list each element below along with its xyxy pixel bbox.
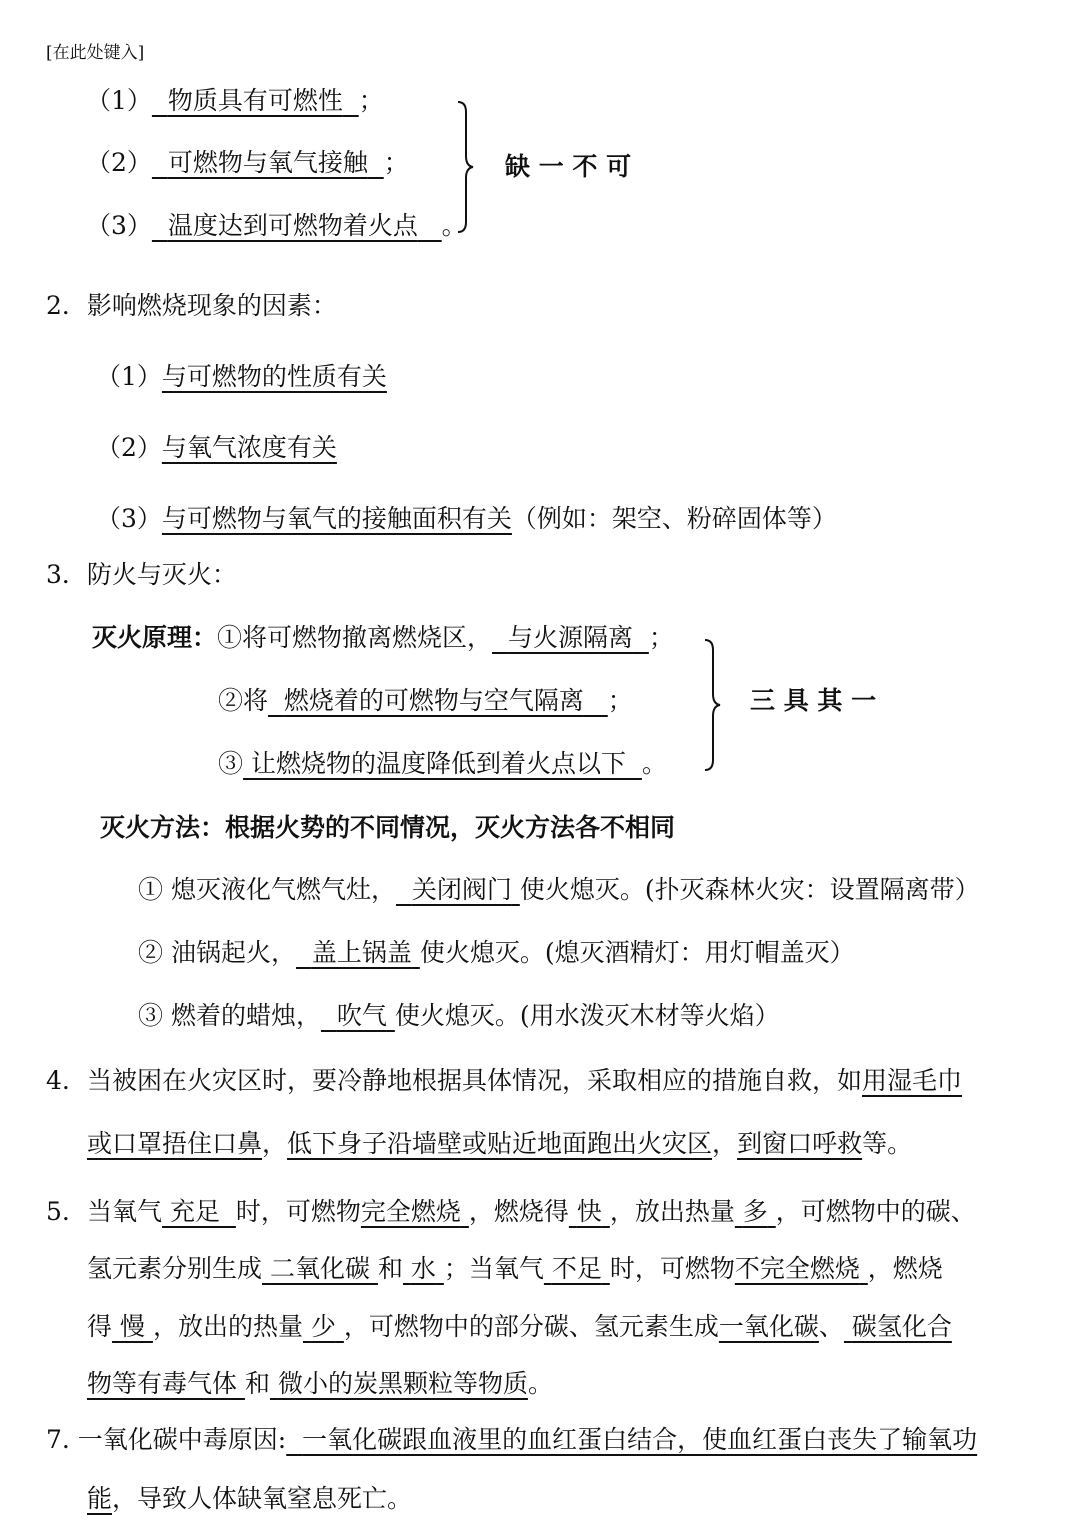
principle-1-end: ； (648, 623, 674, 652)
section-4-blank-3: 到窗口呼救 (737, 1129, 863, 1158)
section-4-blank-2: 低下身子沿墙壁或贴近地面跑出火灾区 (287, 1129, 713, 1158)
blank-co: 一氧化碳 (718, 1312, 819, 1341)
condition-1-end: ； (358, 86, 384, 115)
factor-3-prefix: （3） (96, 504, 162, 533)
section-5-line-2: 氢元素分别生成 二氧化碳 和 水 ；当氧气 不足 时，可燃物不完全燃烧 ，燃烧 (87, 1254, 943, 1283)
right-brace-icon (703, 638, 721, 772)
method-title: 灭火方法：根据火势的不同情况，灭火方法各不相同 (100, 813, 676, 842)
method-3-prefix: ③ 燃着的蜡烛， (138, 1001, 321, 1030)
principle-2-blank: 燃烧着的可燃物与空气隔离 (283, 686, 584, 715)
blank-sufficient: 充足 (169, 1197, 220, 1226)
section-7-blank: 一氧化碳跟血液里的血红蛋白结合，使血红蛋白丧失了输氧功 (302, 1425, 978, 1454)
section-4-comma-1: ， (262, 1129, 288, 1158)
method-2-suffix: 使火熄灭。(熄灭酒精灯：用灯帽盖灭） (419, 938, 855, 967)
section-4-line-1 (87, 1068, 962, 1093)
condition-2-end: ； (383, 148, 409, 177)
condition-3-prefix: （3） (86, 211, 152, 240)
blank-slow: 慢 (119, 1312, 145, 1341)
principle-1-blank: 与火源隔离 (507, 623, 633, 652)
blank-toxic-gas: 物等有毒气体 (87, 1369, 238, 1398)
principle-2 (218, 688, 633, 713)
section-5-number: 5. (46, 1197, 70, 1226)
section-5-line-1: 当氧气 充足 时，可燃物完全燃烧 ，燃烧得 快 ，放出热量 多 ，可燃物中的碳、 (87, 1197, 976, 1226)
blank-complete-combustion: 完全燃烧 (360, 1197, 461, 1226)
section-7-line-2 (87, 1486, 412, 1511)
method-3-suffix: 使火熄灭。(用水泼灭木材等火焰） (394, 1001, 780, 1030)
factor-2-prefix: （2） (96, 433, 162, 462)
factor-2 (96, 435, 337, 460)
method-2 (138, 940, 855, 965)
right-brace-icon (456, 100, 474, 234)
section-7-blank-cont: 能 (87, 1484, 113, 1513)
blank-less: 少 (310, 1312, 336, 1341)
principle-3-blank: 让燃烧物的温度降低到着火点以下 (250, 749, 626, 778)
section-7-rest: ，导致人体缺氧窒息死亡。 (112, 1484, 413, 1513)
method-3-blank: 吹气 (336, 1001, 387, 1030)
blank-hydrocarbon: 碳氢化合 (851, 1312, 952, 1341)
method-1 (138, 877, 980, 902)
method-2-prefix: ② 油锅起火， (138, 938, 296, 967)
section-3-title: 3．防火与灭火： (46, 560, 237, 589)
condition-2 (86, 150, 409, 175)
brace-label-1: 缺 一 不 可 (505, 152, 632, 181)
section-4-blank-1b: 或口罩捂住口鼻 (87, 1129, 263, 1158)
condition-3-blank: 温度达到可燃物着火点 (167, 211, 418, 240)
factor-1-prefix: （1） (96, 362, 162, 391)
section-5-line-3: 得 慢 ，放出的热量 少 ，可燃物中的部分碳、氢元素生成一氧化碳、 碳氢化合 (87, 1312, 952, 1341)
method-1-blank: 关闭阀门 (411, 875, 512, 904)
section-4-number: 4. (46, 1066, 70, 1095)
principle-3-prefix: ③ (218, 749, 244, 778)
principle-2-end: ； (607, 686, 633, 715)
section-4-blank-1a: 用湿毛巾 (862, 1066, 963, 1095)
principle-label: 灭火原理： (92, 623, 218, 652)
blank-much: 多 (742, 1197, 768, 1226)
factor-1-text: 与可燃物的性质有关 (161, 362, 387, 391)
factor-3-note: （例如：架空、粉碎固体等） (511, 504, 837, 533)
principle-3 (218, 751, 667, 776)
section-4-text: 当被困在火灾区时，要冷静地根据具体情况，采取相应的措施自救，如 (87, 1066, 863, 1095)
condition-3-end: 。 (441, 211, 467, 240)
page-header: [在此处键入] (46, 43, 145, 63)
principle-1-prefix: ①将可燃物撤离燃烧区， (217, 623, 493, 652)
section-4-line-2 (87, 1131, 912, 1156)
condition-2-prefix: （2） (86, 148, 152, 177)
principle-3-end: 。 (641, 749, 667, 778)
blank-co2: 二氧化碳 (269, 1254, 370, 1283)
factor-3 (96, 506, 837, 531)
method-1-prefix: ① 熄灭液化气燃气灶， (138, 875, 396, 904)
condition-1 (86, 88, 384, 113)
section-7-line-1 (46, 1427, 977, 1452)
principle-1 (92, 625, 674, 650)
section-5-line-4: 物等有毒气体 和 微小的炭黑颗粒等物质。 (87, 1369, 553, 1398)
condition-1-prefix: （1） (86, 86, 152, 115)
blank-incomplete-combustion: 不完全燃烧 (734, 1254, 860, 1283)
section-4-end: 等。 (862, 1129, 913, 1158)
section-2-title: 2．影响燃烧现象的因素： (46, 291, 337, 320)
method-2-blank: 盖上锅盖 (311, 938, 412, 967)
condition-1-blank: 物质具有可燃性 (167, 86, 343, 115)
blank-fast: 快 (576, 1197, 602, 1226)
factor-3-text: 与可燃物与氧气的接触面积有关 (161, 504, 512, 533)
factor-2-text: 与氧气浓度有关 (161, 433, 337, 462)
condition-2-blank: 可燃物与氧气接触 (167, 148, 368, 177)
blank-carbon-black: 微小的炭黑颗粒等物质 (277, 1369, 528, 1398)
brace-label-2: 三 具 其 一 (750, 686, 877, 715)
blank-insufficient: 不足 (551, 1254, 602, 1283)
section-4-comma-2: ， (712, 1129, 738, 1158)
section-7-title: 7. 一氧化碳中毒原因: (46, 1425, 287, 1454)
blank-water: 水 (410, 1254, 436, 1283)
factor-1 (96, 364, 387, 389)
condition-3 (86, 213, 467, 238)
method-1-suffix: 使火熄灭。(扑灭森林火灾：设置隔离带） (519, 875, 980, 904)
method-3 (138, 1003, 780, 1028)
principle-2-prefix: ②将 (218, 686, 269, 715)
